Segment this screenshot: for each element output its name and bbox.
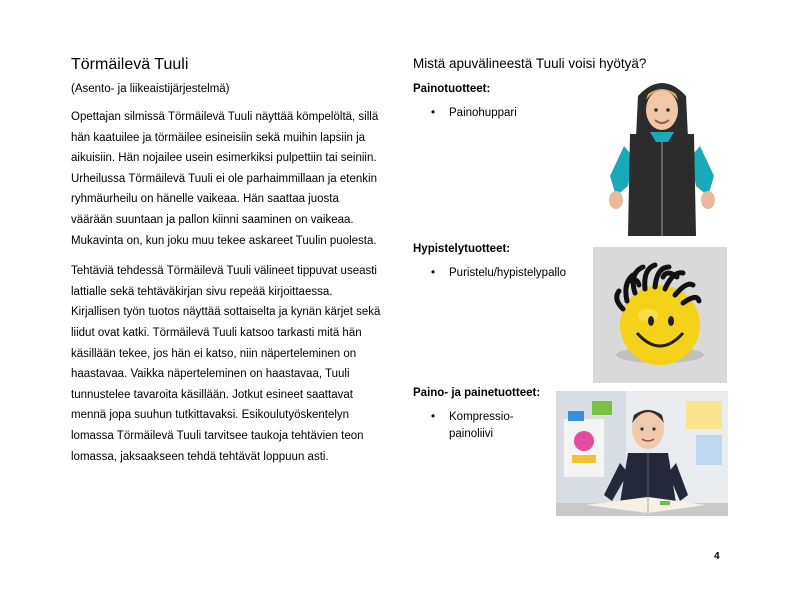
page-number: 4 xyxy=(714,551,720,562)
classroom-illustration xyxy=(556,391,728,516)
page-subtitle: (Asento- ja liikeaistijärjestelmä) xyxy=(71,83,230,95)
paragraph-2: Tehtäviä tehdessä Törmäilevä Tuuli välineet tippuvat useasti lattialle sekä tehtäväkirjan sivu repeää kirjoittaessa. Kirjallisen työn tuotos näyttää sottaiselta ja kynän kärjet sekä liidut ovat katki. Törmäilevä Tuuli katsoo tarkasti mitä hän käsillään tekee, jos hän ei katso, niin näperteleminen on haastavaa. Vaikka näperteleminen on haastavaa, Tuuli tunnustelee tavaroita käsillään. Jotkut esineet saattavat mennä jopa suuhun tutkittavaksi. Esikoulutyöskentelyn lomassa Törmäilevä Tuuli tarvitsee taukoja tehtävien teon lomassa, jaksaakseen tehdä tehtävät loppuun asti. xyxy=(71,265,381,463)
section-heading: Hypistelytuotteet: xyxy=(413,243,511,255)
paragraph-1: Opettajan silmissä Törmäilevä Tuuli näyttää kömpelöltä, sillä hän kaatuilee ja törmäilee esineisiin sekä muihin lapsiin ja aikuisiin. Hän nojailee usein esimerkiksi pulpettiin tai seiniin. Urheilussa Törmäilevä Tuuli ei ole parhaimmillaan ja etenkin ryhmäurheilu on hänelle vaikeaa. Hän saattaa juosta väärään suuntaan ja pallon kiinni saaminen on vaikeaa. Mukavinta on, kun joku muu tekee askareet Tuulin puolesta. xyxy=(71,111,379,247)
section-heading: Paino- ja painetuotteet: xyxy=(413,387,541,399)
photo-compression-vest xyxy=(556,391,728,516)
squeeze-ball-illustration xyxy=(593,247,727,383)
hoodie-illustration xyxy=(602,76,722,241)
list-item: • Painohuppari xyxy=(413,105,733,122)
left-column xyxy=(71,56,381,477)
list-item: • Kompressio- painoliivi xyxy=(413,409,529,443)
page-title: Törmäilevä Tuuli xyxy=(71,56,189,73)
list-item: • Puristelu/hypistelypallo xyxy=(413,265,733,282)
photo-weighted-hoodie xyxy=(602,76,722,241)
section-heading: Painotuotteet: xyxy=(413,83,491,95)
right-title: Mistä apuvälineestä Tuuli voisi hyötyä? xyxy=(413,56,647,71)
photo-squeeze-ball xyxy=(593,247,727,383)
